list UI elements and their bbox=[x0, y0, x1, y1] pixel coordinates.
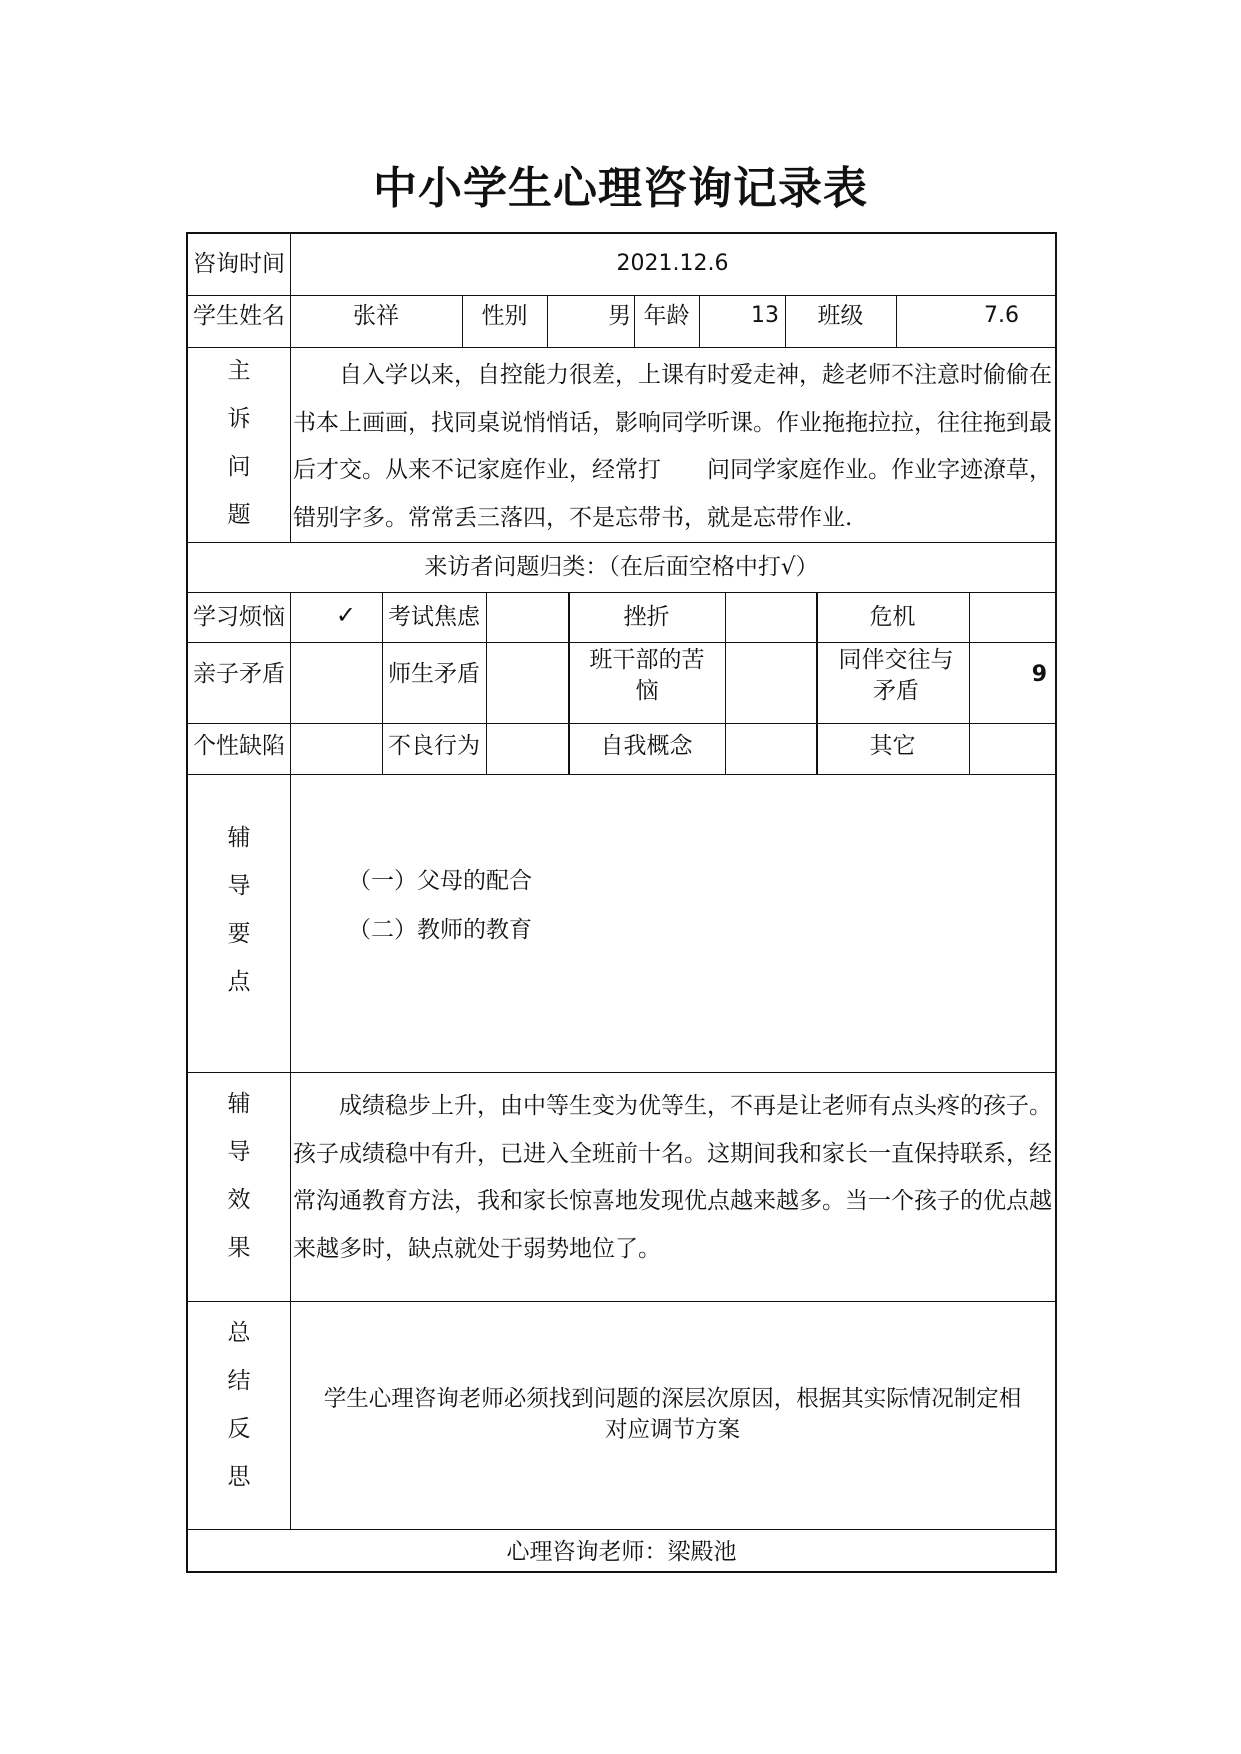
row-divider bbox=[188, 295, 1055, 296]
row-divider bbox=[188, 1529, 1055, 1530]
class-label: 班级 bbox=[817, 303, 864, 329]
column-divider bbox=[725, 592, 726, 774]
category-label: 不良行为 bbox=[388, 733, 480, 759]
row-divider bbox=[188, 1072, 1055, 1073]
age-label: 年龄 bbox=[643, 303, 690, 329]
summary-text: 对应调节方案 bbox=[604, 1417, 740, 1443]
category-label: 其它 bbox=[869, 733, 916, 759]
summary-label: 总 结 反 思 bbox=[227, 1320, 251, 1490]
page-title: 中小学生心理咨询记录表 bbox=[373, 163, 868, 214]
complaint-label: 主 诉 问 题 bbox=[227, 358, 251, 528]
column-divider bbox=[290, 234, 291, 542]
category-label: 自我概念 bbox=[600, 733, 693, 759]
category-label: 个性缺陷 bbox=[193, 733, 285, 759]
row-divider bbox=[188, 592, 1055, 593]
row-divider bbox=[188, 723, 1055, 724]
row-divider bbox=[188, 347, 1055, 348]
effect-text: 成绩稳步上升，由中等生变为优等生，不再是让老师有点头疼的孩子。孩子成绩稳中有升，已进入全班前十名。这期间我和家长一直保持联系，经常沟通教育方法，我和家长惊喜地发现优点越来越多。当一个孩子的优点越来越多时，缺点就处于弱势地位了。 bbox=[293, 1093, 1052, 1262]
category-label: 同伴交往与矛盾 bbox=[838, 647, 954, 704]
category-label: 考试焦虑 bbox=[388, 604, 480, 630]
guidance-item: （二）教师的教育 bbox=[348, 917, 532, 943]
row-divider bbox=[188, 642, 1055, 643]
class-value: 7.6 bbox=[984, 303, 1019, 328]
gender-label: 性别 bbox=[481, 303, 528, 329]
consultation-record-table bbox=[186, 232, 1057, 1573]
complaint-text: 自入学以来，自控能力很差，上课有时爱走神，趁老师不注意时偷偷在书本上画画，找同桌说悄悄话，影响同学听课。作业拖拖拉拉，往往拖到最后才交。从来不记家庭作业，经常打 问同学家庭作业。作业字迹潦草，错别字多。常常丢三落四，不是忘带书，就是忘带作业. bbox=[293, 362, 1052, 531]
student-name-label: 学生姓名 bbox=[193, 303, 285, 329]
row-divider bbox=[188, 542, 1055, 543]
category-checkbox[interactable]: 9 bbox=[1031, 662, 1047, 687]
row-divider bbox=[188, 1301, 1055, 1302]
category-checkbox[interactable]: ✓ bbox=[335, 601, 356, 629]
column-divider bbox=[486, 592, 487, 774]
guidance-item: （一）父母的配合 bbox=[348, 868, 532, 894]
row-divider bbox=[188, 774, 1055, 775]
category-label: 挫折 bbox=[623, 604, 670, 630]
classification-header: 来访者问题归类：（在后面空格中打√） bbox=[424, 554, 819, 580]
category-label: 学习烦恼 bbox=[193, 604, 285, 630]
consult-time-label: 咨询时间 bbox=[193, 251, 285, 277]
consult-time-value: 2021.12.6 bbox=[616, 251, 729, 276]
effect-label: 辅 导 效 果 bbox=[227, 1091, 251, 1261]
category-label: 亲子矛盾 bbox=[193, 661, 285, 687]
category-label: 班干部的苦恼 bbox=[589, 647, 705, 704]
category-label: 师生矛盾 bbox=[388, 661, 480, 687]
age-value: 13 bbox=[751, 303, 779, 328]
counselor-signature: 心理咨询老师：梁殿池 bbox=[506, 1539, 737, 1565]
guidance-label: 辅 导 要 点 bbox=[227, 825, 251, 995]
gender-value: 男 bbox=[608, 303, 631, 329]
summary-text: 学生心理咨询老师必须找到问题的深层次原因，根据其实际情况制定相 bbox=[323, 1386, 1022, 1412]
category-label: 危机 bbox=[869, 604, 916, 630]
student-name-value: 张祥 bbox=[353, 303, 399, 329]
